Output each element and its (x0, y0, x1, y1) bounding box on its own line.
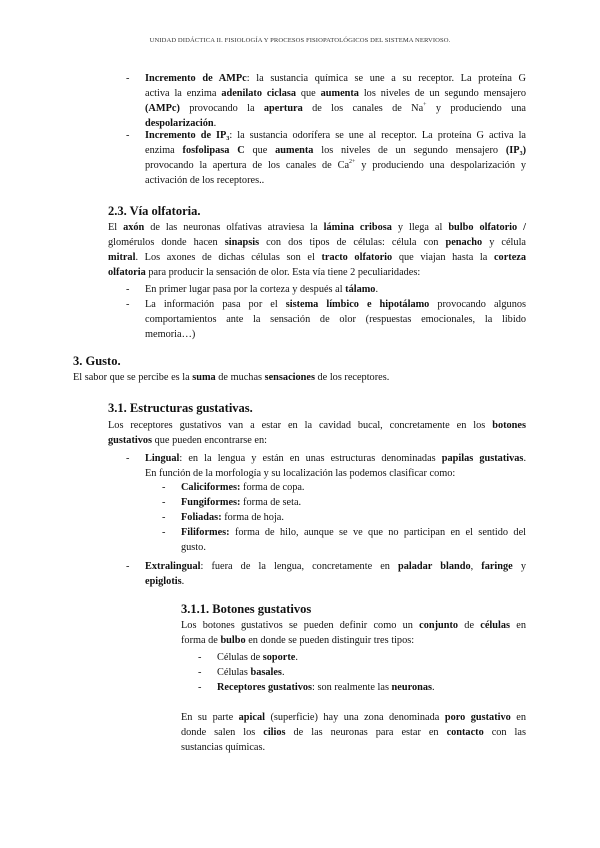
list-item-extralingual: - Extralingual: fuera de la lengua, concretamente en paladar blando, faringe y epiglotis. (126, 561, 526, 587)
bullet-dash: - (126, 284, 130, 295)
running-header: UNIDAD DIDÁCTICA II. FISIOLOGÍA Y PROCESOS FISIOPATOLÓGICOS DEL SISTEMA NERVIOSO. (149, 37, 451, 44)
paragraph-via-olfatoria: El axón de las neuronas olfativas atraviesa la lámina cribosa y llega al bulbo olfatorio / glomérulos donde hacen sinapsis con dos tipos de células: célula con penacho y célula mitral. Los axones de dichas células son el tracto olfatorio que viajan hasta la corteza olfatoria para producir la sensación de olor. Esta vía tiene 2 peculiaridades: (108, 222, 527, 278)
paragraph-gusto: El sabor que se percibe es la suma de muchas sensaciones de los receptores. (73, 372, 390, 383)
bullet-dash: - (198, 667, 202, 678)
papila-fungiformes: - Fungiformes: forma de seta. (162, 497, 302, 508)
section-heading-2-3: 2.3. Vía olfatoria. (108, 204, 201, 218)
papila-filiformes: - Filiformes: forma de hilo, aunque se ve que no participan en el sentido del gusto. (162, 527, 526, 553)
bullet-dash: - (198, 682, 202, 693)
bullet-dash: - (162, 512, 166, 523)
bullet-dash: - (126, 453, 130, 464)
bullet-dash: - (126, 299, 130, 310)
list-item-lingual: - Lingual: en la lengua y están en unas estructuras denominadas papilas gustativas. En función de la morfología y su localización las podemos clasificar como: (126, 453, 527, 479)
papila-foliadas: - Foliadas: forma de hoja. (162, 512, 284, 523)
paragraph-receptores-gustativos: Los receptores gustativos van a estar en la cavidad bucal, concretamente en los botones gustativos que pueden encontrarse en: (108, 420, 526, 446)
list-item-ampc: - Incremento de AMPc: la sustancia química se une a su receptor. La proteína G activa la enzima adenilato ciclasa que aumenta los niveles de un segundo mensajero (AMPc) provocando la apertura de los canales de Na+ y produciendo una despolarización. (126, 73, 526, 129)
bullet-dash: - (126, 561, 130, 572)
bullet-dash: - (126, 130, 130, 141)
section-heading-3-1-1: 3.1.1. Botones gustativos (181, 602, 312, 616)
paragraph-poro-gustativo: En su parte apical (superficie) hay una zona denominada poro gustativo en donde salen los cilios de las neuronas para estar en contacto con las sustancias químicas. (181, 712, 527, 753)
section-heading-3: 3. Gusto. (73, 354, 121, 368)
cell-type-soporte: - Células de soporte. (198, 652, 298, 663)
bullet-dash: - (162, 497, 166, 508)
bullet-dash: - (198, 652, 202, 663)
section-heading-3-1: 3.1. Estructuras gustativas. (108, 401, 253, 415)
list-item-ip3: - Incremento de $IP_3$: la sustancia odorífera se une al receptor. La proteína G activa la enzima fosfolipasa C que aumenta los niveles de un segundo mensajero $(IP_3)$ provocando la apertura de los canales de $Ca^{2+}$ y produciendo una despolarización y activación de los receptores.. (126, 130, 526, 186)
cell-type-basales: - Células basales. (198, 667, 285, 678)
paragraph-botones-gustativos: Los botones gustativos se pueden definir como un conjunto de células en forma de bulbo en donde se pueden distinguir tres tipos: (181, 620, 526, 646)
cell-type-receptores: - Receptores gustativos: son realmente las neuronas. (198, 682, 435, 693)
bullet-dash: - (162, 527, 166, 538)
list-item-sistema-limbico: - La información pasa por el sistema límbico e hipotálamo provocando algunos comportamientos ante la sensación de olor (respuestas emocionales, la libido memoria…) (126, 299, 526, 340)
papila-caliciformes: - Caliciformes: forma de copa. (162, 482, 305, 493)
list-item-talamo: - En primer lugar pasa por la corteza y después al tálamo. (126, 284, 379, 295)
bullet-dash: - (126, 73, 130, 84)
bullet-dash: - (162, 482, 166, 493)
